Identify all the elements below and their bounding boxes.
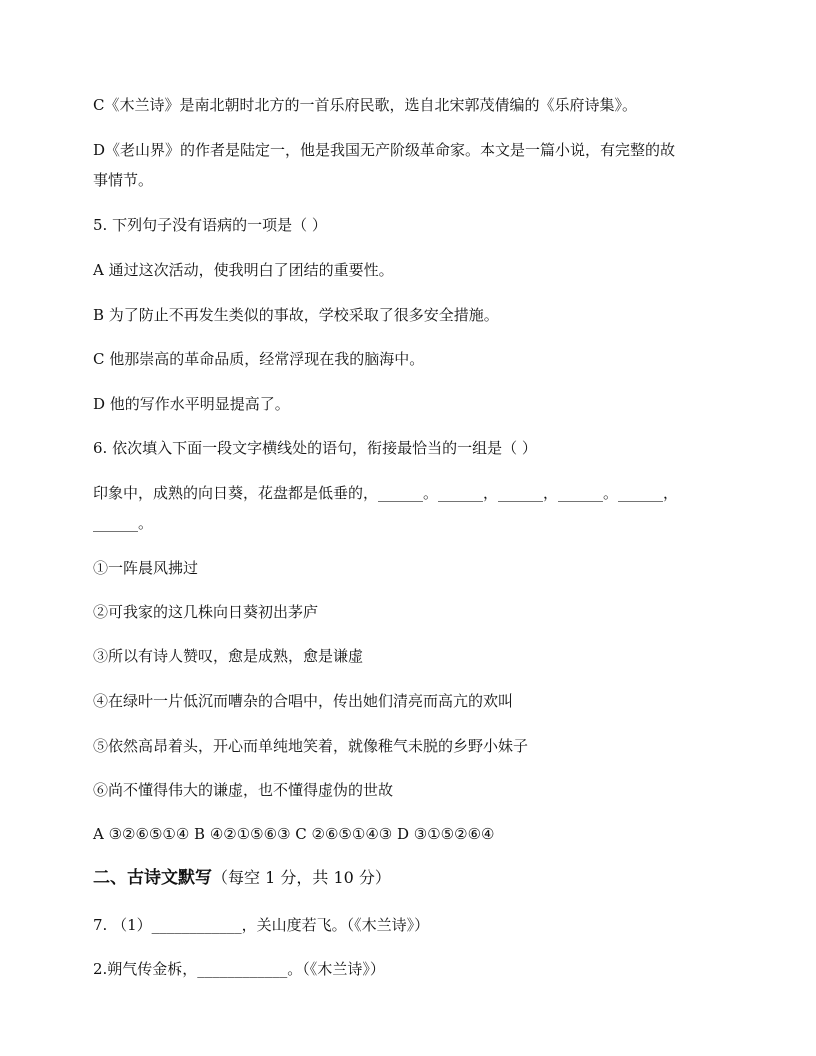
- q7-line2: 2.朔气传金柝，____________。（《木兰诗》）: [93, 960, 385, 978]
- q6-item-3: ③所以有诗人赞叹，愈是成熟，愈是谦虚: [93, 647, 364, 665]
- q6-item-2: ②可我家的这几株向日葵初出茅庐: [93, 603, 319, 621]
- q4-option-d-line1: D《老山界》的作者是陆定一，他是我国无产阶级革命家。本文是一篇小说，有完整的故: [93, 141, 676, 159]
- q6-passage-line1: 印象中，成熟的向日葵，花盘都是低垂的，______。______，______，______。______，: [93, 484, 679, 502]
- q4-option-d-line2: 事情节。: [93, 171, 154, 189]
- q6-item-4: ④在绿叶一片低沉而嘈杂的合唱中，传出她们清亮而高亢的欢叫: [93, 692, 514, 710]
- q7-line1: 7. （1）____________，关山度若飞。（《木兰诗》）: [93, 916, 430, 934]
- q5-option-c: C 他那崇高的革命品质，经常浮现在我的脑海中。: [93, 350, 425, 368]
- q6-stem: 6. 依次填入下面一段文字横线处的语句，衔接最恰当的一组是（ ）: [93, 439, 537, 457]
- q5-option-d: D 他的写作水平明显提高了。: [93, 395, 290, 413]
- q6-item-6: ⑥尚不懂得伟大的谦虚，也不懂得虚伪的世故: [93, 781, 394, 799]
- section-2-title: 二、古诗文默写: [93, 868, 212, 888]
- section-2-heading: [93, 867, 733, 889]
- q6-options: A ③②⑥⑤①④ B ④②①⑤⑥③ C ②⑥⑤①④③ D ③①⑤②⑥④: [93, 825, 495, 843]
- q4-option-c: C《木兰诗》是南北朝时北方的一首乐府民歌，选自北宋郭茂倩编的《乐府诗集》。: [93, 96, 637, 114]
- q6-item-1: ①一阵晨风拂过: [93, 559, 199, 577]
- q6-item-5: ⑤依然高昂着头，开心而单纯地笑着，就像稚气未脱的乡野小妹子: [93, 737, 529, 755]
- q5-option-b: B 为了防止不再发生类似的事故，学校采取了很多安全措施。: [93, 306, 499, 324]
- q6-passage-line2: ______。: [93, 514, 154, 532]
- section-2-score-note: （每空 1 分，共 10 分）: [212, 868, 391, 887]
- q5-stem: 5. 下列句子没有语病的一项是（ ）: [93, 216, 327, 234]
- q5-option-a: A 通过这次活动，使我明白了团结的重要性。: [93, 261, 394, 279]
